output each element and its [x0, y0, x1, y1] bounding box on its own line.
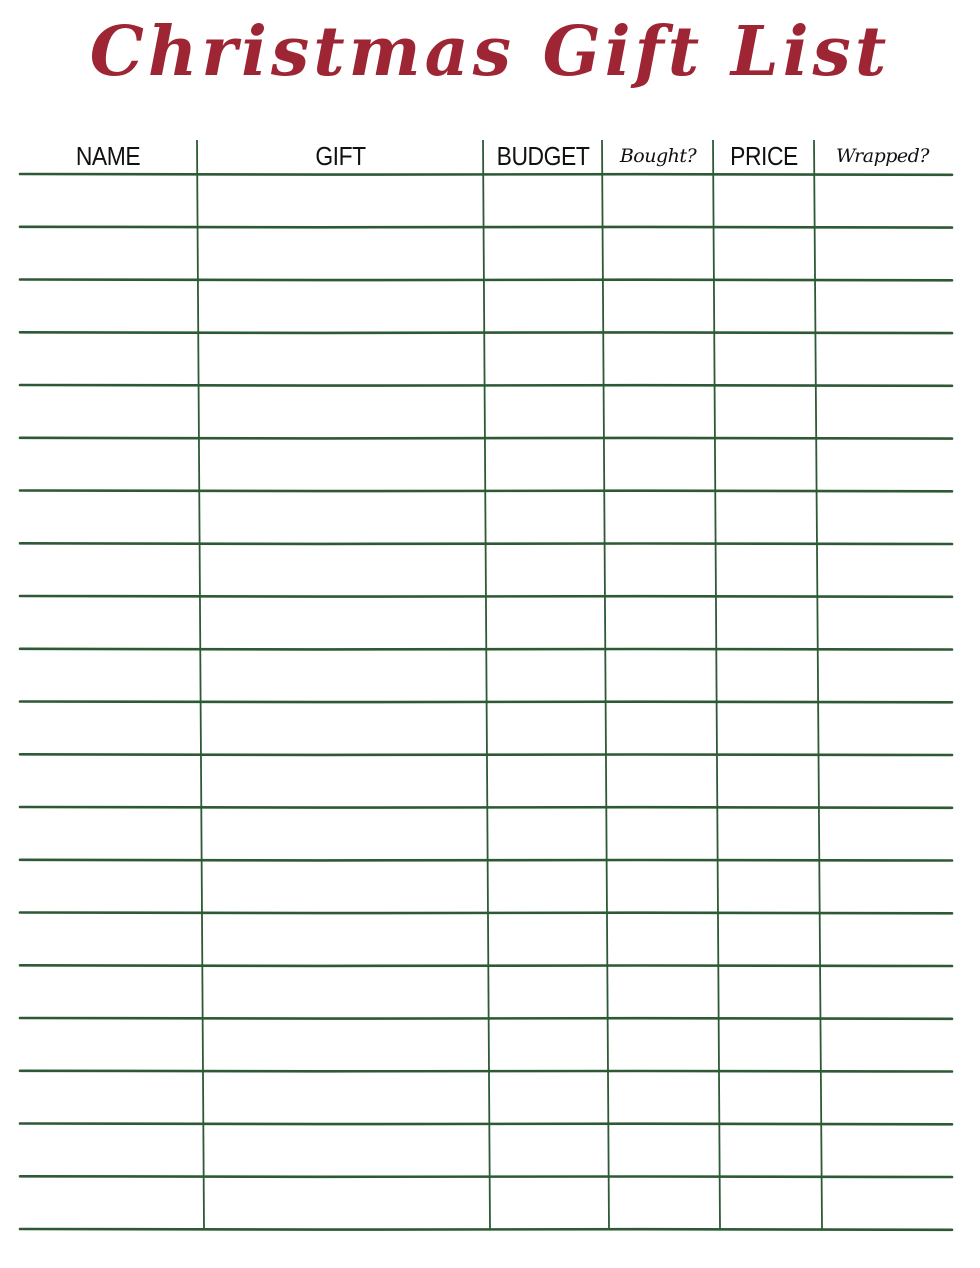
row-rule: [20, 860, 952, 861]
column-divider: [483, 140, 490, 1229]
column-divider: [602, 140, 609, 1229]
row-rule: [20, 227, 952, 228]
row-rule: [20, 1071, 952, 1072]
column-header-price: PRICE: [730, 140, 798, 171]
column-header-bought: Bought?: [619, 145, 697, 167]
row-rule: [20, 280, 952, 281]
row-rule: [20, 1229, 952, 1230]
column-header-wrapped: Wrapped?: [835, 145, 929, 167]
row-rule: [20, 913, 952, 914]
column-header-budget: BUDGET: [496, 140, 590, 171]
column-header-gift: GIFT: [315, 140, 366, 171]
row-rule: [20, 1018, 952, 1019]
row-rule: [20, 332, 952, 333]
row-rule: [20, 965, 952, 966]
column-divider: [713, 140, 720, 1229]
page-title: Christmas Gift List: [89, 12, 891, 92]
column-divider: [814, 140, 822, 1229]
row-rule: [20, 1176, 952, 1177]
column-header-name: NAME: [75, 140, 141, 171]
row-rule: [20, 754, 952, 755]
column-dividers: [197, 140, 822, 1229]
column-divider: [197, 140, 204, 1229]
row-rule: [20, 1124, 952, 1125]
row-rule: [20, 385, 952, 386]
row-rule: [20, 807, 952, 808]
row-rule: [20, 174, 952, 175]
row-rule: [20, 438, 952, 439]
